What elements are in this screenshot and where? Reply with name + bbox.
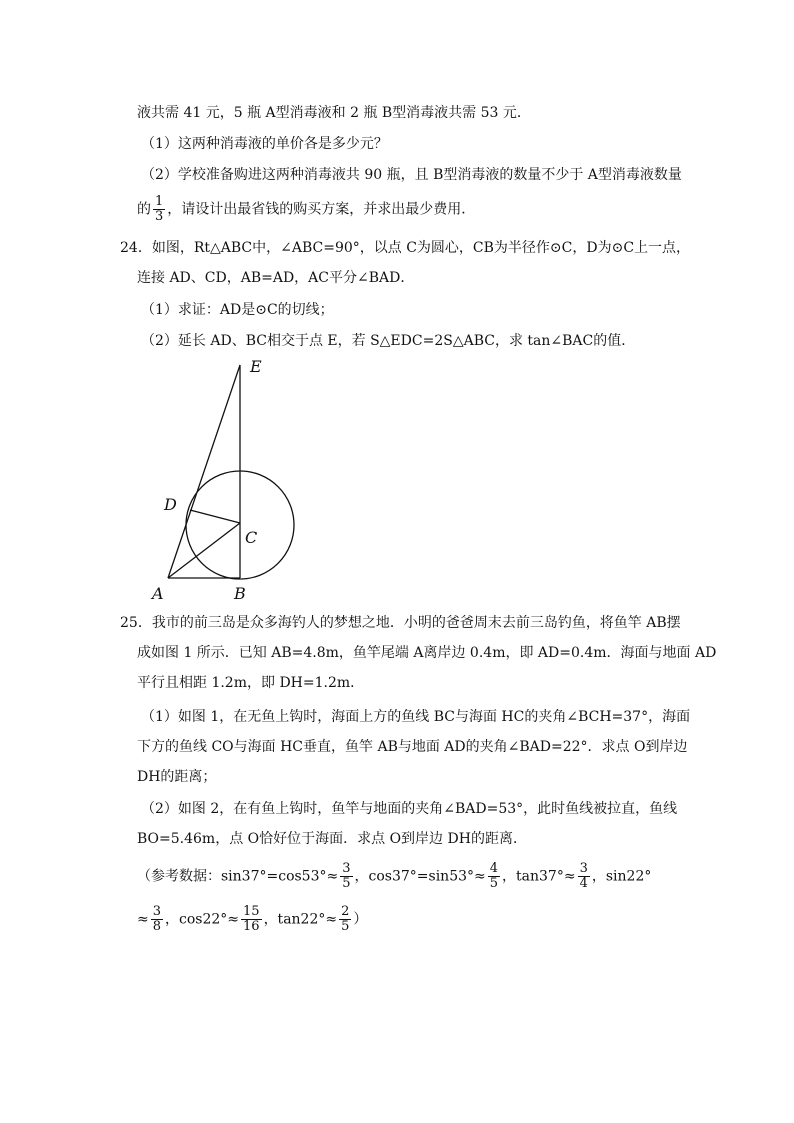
- q25-line2: 成如图 1 所示．已知 AB=4.8m，鱼竿尾端 A离岸边 0.4m，即 AD=0.4m．海面与地面 AD: [137, 645, 717, 661]
- label-b: B: [234, 584, 246, 603]
- q23-part2-line2: [137, 195, 475, 224]
- q24-part1: （1）求证：AD是⊙C的切线；: [141, 302, 334, 318]
- q23-part2-post: ，请设计出最省钱的购买方案，并求出最少费用．: [167, 201, 476, 218]
- q25-reference-data-line2: ≈ $\frac{3}{8}$ ，cos22°≈ $\frac{15}{16}$ ，tan22°≈ $\frac{2}{5}$ ）: [137, 904, 368, 934]
- fraction-4-5: $\frac{4}{5}$: [489, 861, 499, 891]
- q25-part1-line3: DH的距离；: [137, 769, 217, 785]
- label-a: A: [152, 584, 164, 603]
- q23-line1: 液共需 41 元，5 瓶 A型消毒液和 2 瓶 B型消毒液共需 53 元．: [137, 105, 531, 121]
- q25-line3: 平行且相距 1.2m，即 DH=1.2m．: [137, 675, 365, 691]
- q25-part1-line2: 下方的鱼线 CO与海面 HC垂直，鱼竿 AB与地面 AD的夹角∠BAD=22°．求点 O到岸边: [137, 739, 688, 755]
- q23-part1: （1）这两种消毒液的单价各是多少元？: [141, 136, 388, 152]
- fraction-3-5: $\frac{3}{5}$: [342, 861, 351, 891]
- q25-part2-line2: BO=5.46m，点 O恰好位于海面．求点 O到岸边 DH的距离．: [137, 831, 527, 847]
- label-d: D: [164, 495, 177, 514]
- q24-part2: （2）延长 AD、BC相交于点 E，若 S△EDC=2S△ABC，求 tan∠BAC的值．: [141, 333, 636, 349]
- q24-line1: 24．如图，Rt△ABC中，∠ABC=90°，以点 C为圆心，CB为半径作⊙C，D为⊙C上一点，: [120, 240, 691, 256]
- label-e: E: [250, 357, 262, 376]
- segment-ac: [168, 523, 240, 578]
- q23-part2-pre: 的: [137, 201, 151, 218]
- q23-part2-line1: （2）学校准备购进这两种消毒液共 90 瓶，且 B型消毒液的数量不少于 A型消毒液数量: [141, 167, 682, 183]
- fraction-2-5: $\frac{2}{5}$: [341, 904, 350, 934]
- fraction-one-third: $\frac{1}{3}$: [155, 194, 164, 224]
- fraction-15-16: $\frac{15}{16}$: [243, 904, 260, 934]
- q24-line2: 连接 AD、CD，AB=AD，AC平分∠BAD．: [137, 270, 415, 286]
- q25-line1: 25．我市的前三岛是众多海钓人的梦想之地．小明的爸爸周末去前三岛钓鱼，将鱼竿 AB摆: [120, 615, 681, 631]
- fraction-3-4: $\frac{3}{4}$: [579, 861, 588, 891]
- q25-part2-line1: （2）如图 2，在有鱼上钩时，鱼竿与地面的夹角∠BAD=53°，此时鱼线被拉直，鱼线: [141, 801, 678, 817]
- label-c: C: [245, 528, 258, 547]
- q24-geometry-figure: [150, 350, 310, 605]
- fraction-3-8: $\frac{3}{8}$: [152, 904, 162, 934]
- q25-reference-data-line1: （参考数据：sin37°=cos53°≈ $\frac{3}{5}$ ，cos37°=sin53°≈ $\frac{4}{5}$ ，tan37°≈ $\frac{3}{4}$ ，sin22°: [137, 861, 652, 891]
- q25-part1-line1: （1）如图 1，在无鱼上钩时，海面上方的鱼线 BC与海面 HC的夹角∠BCH=37°，海面: [141, 709, 691, 725]
- segment-dc: [190, 510, 240, 523]
